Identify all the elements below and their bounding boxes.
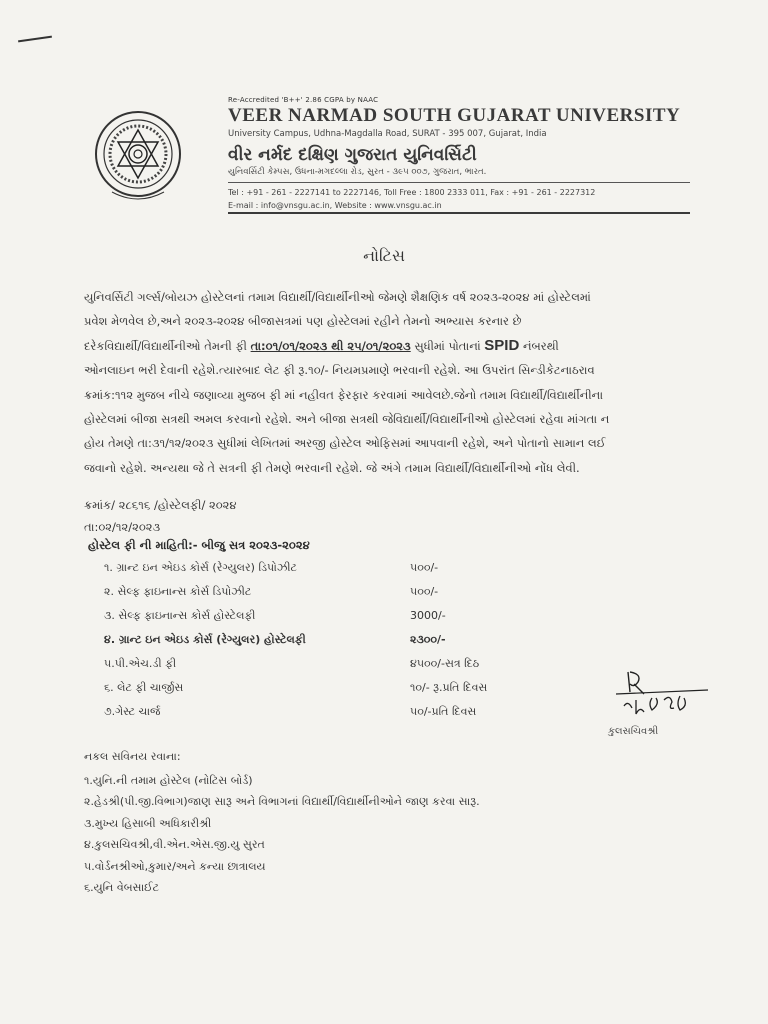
copy-item: ૫.વોર્ડનશ્રીઓ,કુમાર/અને કન્યા છાત્રાલય <box>84 859 266 873</box>
reference-number: ક્રમાંક/ ૨૮૬૧૬ /હોસ્ટેલફી/ ૨૦૨૪ <box>84 498 237 512</box>
email-website-line: E-mail : info@vnsgu.ac.in, Website : www.vnsgu.ac.in <box>228 201 442 210</box>
body-line: હોય તેમણે તા:૩૧/૧૨/૨૦૨૩ સુધીમાં લેખિતમાં અરજી હોસ્ટેલ ઓફિસમાં આપવાની રહેશે, અને પોતાનો સામાન લઈ <box>84 436 606 451</box>
body-line: ઓનલાઇન ભરી દેવાની રહેશે.ત્યારબાદ લેટ ફી રૂ.૧૦/- નિયમપ્રમાણે ભરવાની રહેશે. આ ઉપરાંત સિન્ડીકેટનાઠરાવ <box>84 363 595 378</box>
copies-title: નકલ સવિનય રવાના: <box>84 750 181 763</box>
body-line: ક્રમાંક:૧૧૨ મુજબ નીચે જણાવ્યા મુજબ ફી માં નહીવત ફેરફાર કરવામાં આવેલછે.જેનો તમામ વિદ્યાર્થી/વિદ્યાર્થીનીના <box>84 387 604 402</box>
letterhead <box>228 96 698 210</box>
handwritten-signature <box>608 664 728 734</box>
fee-row: ૪. ગ્રાન્ટ ઇન એઇડ કોર્સ (રેગ્યુલર) હોસ્ટેલફી ૨૩૦૦/- <box>104 633 446 646</box>
copy-item: ૨.હેડશ્રી(પી.જી.વિભાગ)જાણ સારૂ અને વિભાગનાં વિદ્યાર્થી/વિદ્યાર્થીનીઓને જાણ કરવા સારૂ. <box>84 795 480 809</box>
address-gujarati: યુનિવર્સિટી કેમ્પસ, ઉધના-મગદલ્લા રોડ, સુરત - ૩૯૫ ૦૦૭, ગુજરાત, ભારત. <box>228 167 487 177</box>
university-name-gujarati: વીર નર્મદ દક્ષિણ ગુજરાત યુનિવર્સિટી <box>228 145 477 165</box>
fee-row: ૩. સેલ્ફ ફાઇનાન્સ કોર્સ હોસ્ટેલફી 3000/- <box>104 609 446 622</box>
copy-item: ૬.યુનિ વેબસાઈટ <box>84 881 160 895</box>
fee-deadline-date: તા:૦૧/૦૧/૨૦૨૩ થી ૨૫/૦૧/૨૦૨૩ <box>250 338 411 353</box>
body-line: જવાનો રહેશે. અન્યથા જે તે સત્રની ફી તેમણે ભરવાની રહેશે. જે અંગે તમામ વિદ્યાર્થી/વિદ્યાર્થીનીઓ નોંધ લેવી. <box>84 460 580 475</box>
header-divider-thin <box>228 182 690 183</box>
university-seal-logo <box>92 106 184 210</box>
body-line: હોસ્ટેલમાં બીજા સત્રથી અમલ કરવાનો રહેશે. અને બીજા સત્રથી જેવિદ્યાર્થી/વિદ્યાર્થીનીઓ હોસ્ટેલમાં રહેવા માંગતા ન <box>84 412 610 427</box>
header-divider <box>228 212 690 214</box>
reference-date: તા:૦૨/૧૨/૨૦૨૩ <box>84 520 161 534</box>
fee-row: ૫.પી.એચ.ડી ફી ૪૫૦૦/-સત્ર દિઠ <box>104 657 480 670</box>
reference-block <box>84 494 237 538</box>
copies-list <box>84 770 480 898</box>
address-english: University Campus, Udhna-Magdalla Road, SURAT - 395 007, Gujarat, India <box>228 129 547 139</box>
spid-text: SPID <box>484 336 520 354</box>
pen-mark <box>18 36 52 43</box>
fee-row: ૨. સેલ્ફ ફાઇનાન્સ કોર્સ ડિપોઝીટ ૫૦૦/- <box>104 585 439 598</box>
fee-list <box>104 561 544 729</box>
copy-item: ૧.યુનિ.ની તમામ હોસ્ટેલ (નોટિસ બોર્ડ) <box>84 774 253 787</box>
contact-line: Tel : +91 - 261 - 2227141 to 2227146, Toll Free : 1800 2333 011, Fax : +91 - 261 - 2227312 <box>228 188 596 197</box>
notice-body <box>84 285 704 480</box>
university-name-english: VEER NARMAD SOUTH GUJARAT UNIVERSITY <box>228 105 681 126</box>
accreditation-text: Re-Accredited 'B++' 2.86 CGPA by NAAC <box>228 96 379 104</box>
fee-row: ૧. ગ્રાન્ટ ઇન એઇડ કોર્સ (રેગ્યુલર) ડિપોઝીટ ૫૦૦/- <box>104 561 439 574</box>
fee-row: ૬. લેટ ફી ચાર્જીસ ૧૦/- રૂ.પ્રતિ દિવસ <box>104 681 488 694</box>
notice-title: નોટિસ <box>363 246 405 265</box>
fee-info-title: હોસ્ટેલ ફી ની માહિતી:- બીજુ સત્ર ૨૦૨૩-૨૦૨૪ <box>88 538 310 552</box>
registrar-title: કુલસચિવશ્રી <box>608 726 659 737</box>
body-line: યુનિવર્સિટી ગર્લ્સ/બોયઝ હોસ્ટેલનાં તમામ વિદ્યાર્થી/વિદ્યાર્થીનીઓ જેમણે શૈક્ષણિક વર્ષ ૨૦૨૩-૨૦૨૪ માં હોસ્ટેલમાં <box>84 290 591 304</box>
body-line: પ્રવેશ મેળવેલ છે,અને ૨૦૨૩-૨૦૨૪ બીજાસત્રમાં પણ હોસ્ટેલમાં રહીને તેમનો અભ્યાસ કરનાર છે <box>84 314 522 329</box>
copy-item: ૩.મુખ્ય હિસાબી અધિકારીશ્રી <box>84 816 212 830</box>
copy-item: ૪.કુલસચિવશ્રી,વી.એન.એસ.જી.યુ સુરત <box>84 838 265 852</box>
fee-row: ૭.ગેસ્ટ ચાર્જ ૫૦/-પ્રતિ દિવસ <box>104 705 477 718</box>
body-line-with-date: દરેકવિદ્યાર્થી/વિદ્યાર્થીનીઓ તેમની ફી તા:૦૧/૦૧/૨૦૨૩ થી ૨૫/૦૧/૨૦૨૩ સુધીમાં પોતાનાં SPID નંબરથી <box>84 336 559 354</box>
